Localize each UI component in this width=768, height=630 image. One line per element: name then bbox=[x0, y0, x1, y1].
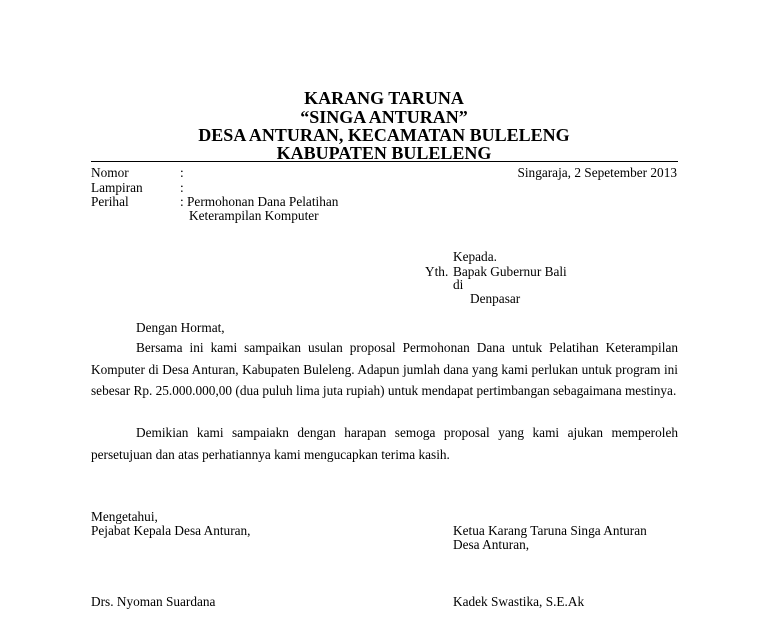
kepada: Kepada. bbox=[453, 249, 497, 264]
body-paragraph-2: Demikian kami sampaiakn dengan harapan semoga proposal yang kami ajukan memperoleh persetujuan dan atas perhatiannya kami mengucapkan terima kasih. bbox=[91, 425, 678, 462]
left-signer-name: Drs. Nyoman Suardana bbox=[91, 594, 216, 609]
left-signer-title: Pejabat Kepala Desa Anturan, bbox=[91, 523, 251, 538]
mengetahui: Mengetahui, bbox=[91, 509, 158, 524]
body-paragraph-1: Bersama ini kami sampaikan usulan proposal Permohonan Dana untuk Pelatihan Keterampilan Komputer di Desa Anturan, Kabupaten Buleleng. Adapun jumlah dana yang kami perlukan untuk program ini sebesar Rp. 25.000.000,00 (dua puluh lima juta rupiah) untuk mendapat pertimbangan sebagaimana mestinya. bbox=[91, 340, 678, 398]
recipient-name: Bapak Gubernur Bali bbox=[453, 264, 567, 279]
lampiran-label: Lampiran bbox=[91, 180, 143, 195]
perihal-value: : Permohonan Dana Pelatihan bbox=[180, 194, 339, 209]
letter-date: Singaraja, 2 Sepetember 2013 bbox=[517, 165, 677, 180]
yth: Yth. bbox=[425, 264, 449, 279]
nomor-label: Nomor bbox=[91, 165, 129, 180]
org-nickname: “SINGA ANTURAN” bbox=[300, 107, 468, 127]
lampiran-colon: : bbox=[180, 180, 184, 195]
right-signer-place: Desa Anturan, bbox=[453, 537, 530, 552]
org-village: DESA ANTURAN, KECAMATAN BULELENG bbox=[198, 125, 570, 145]
org-name: KARANG TARUNA bbox=[304, 88, 464, 108]
header-divider bbox=[91, 161, 678, 162]
org-regency: KABUPATEN BULELENG bbox=[276, 143, 492, 163]
recipient-di: di bbox=[453, 277, 464, 292]
nomor-colon: : bbox=[180, 165, 184, 180]
right-signer-title: Ketua Karang Taruna Singa Anturan bbox=[453, 523, 647, 538]
greeting: Dengan Hormat, bbox=[136, 320, 225, 335]
right-signer-name: Kadek Swastika, S.E.Ak bbox=[453, 594, 585, 609]
recipient-place: Denpasar bbox=[470, 291, 521, 306]
perihal-label: Perihal bbox=[91, 194, 129, 209]
perihal-value-line2: Keterampilan Komputer bbox=[189, 208, 319, 223]
